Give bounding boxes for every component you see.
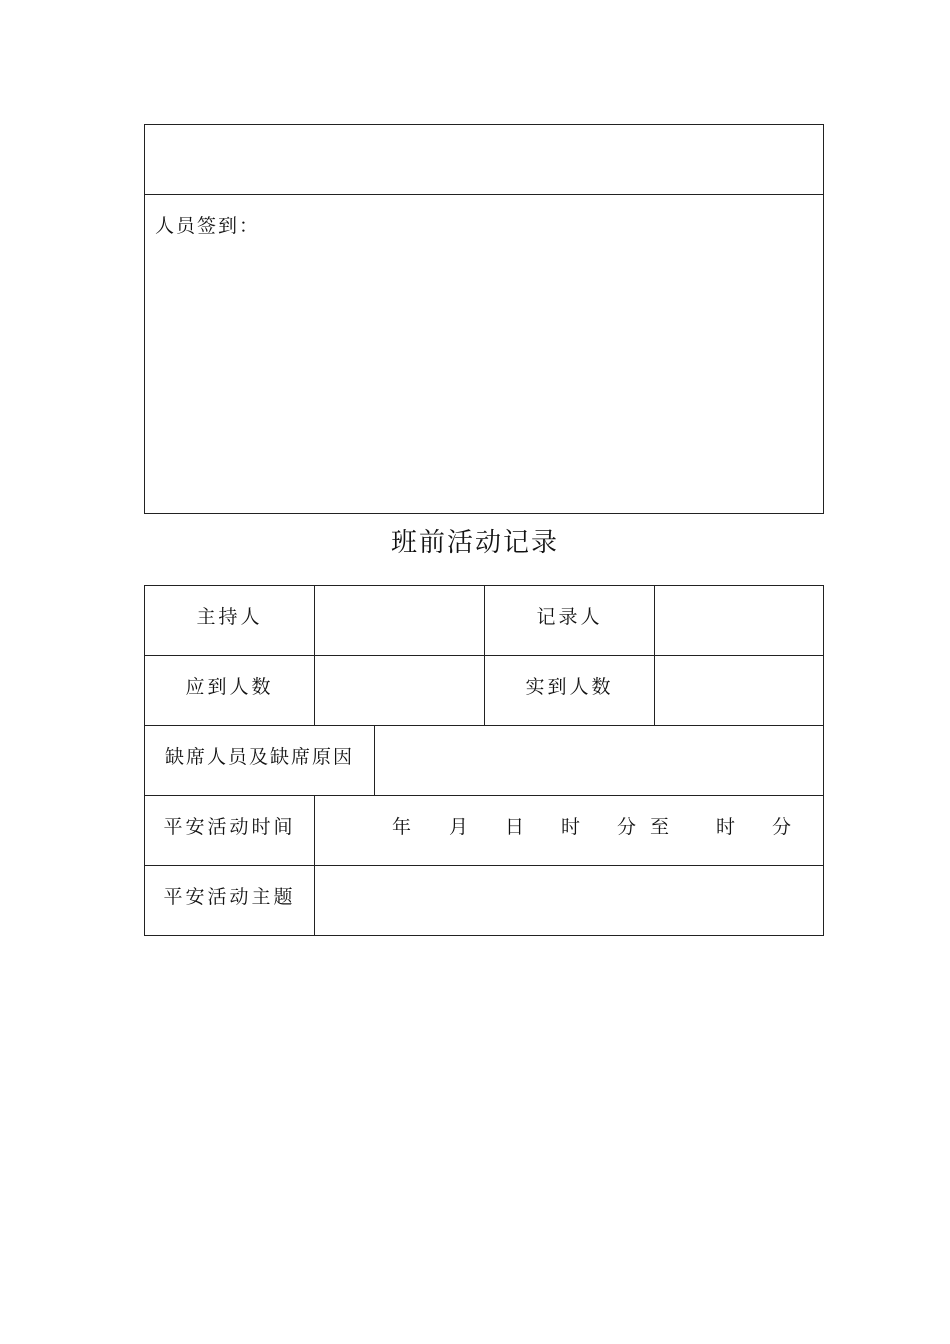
sign-in-blank-row [145, 125, 823, 195]
expected-count-label-cell [145, 656, 315, 725]
form-title: 班前活动记录 [390, 528, 559, 558]
table-row-absent [145, 726, 823, 796]
time-unit-month: 月 [449, 816, 469, 838]
expected-count-label: 应到人数 [185, 676, 274, 698]
recorder-label: 记录人 [536, 606, 603, 628]
activity-time-label-cell [145, 796, 315, 865]
host-label: 主持人 [196, 606, 263, 628]
activity-time-label: 平安活动时间 [163, 816, 296, 838]
sign-in-box [144, 124, 824, 514]
table-row-count [145, 656, 823, 726]
absent-value-cell[interactable] [375, 726, 823, 795]
expected-count-value-cell[interactable] [315, 656, 485, 725]
time-unit-day: 日 [505, 816, 525, 838]
absent-label-cell [145, 726, 375, 795]
host-label-cell [145, 586, 315, 655]
actual-count-label-cell [485, 656, 655, 725]
recorder-value-cell[interactable] [655, 586, 823, 655]
table-row-topic [145, 866, 823, 935]
activity-topic-label: 平安活动主题 [163, 886, 296, 908]
recorder-label-cell [485, 586, 655, 655]
time-unit-hour-end: 时 [716, 816, 736, 838]
activity-time-value-cell[interactable] [315, 796, 823, 865]
table-row-host [145, 586, 823, 656]
time-unit-hour-start: 时 [561, 816, 581, 838]
host-value-cell[interactable] [315, 586, 485, 655]
actual-count-label: 实到人数 [525, 676, 614, 698]
activity-topic-value-cell[interactable] [315, 866, 823, 935]
time-unit-to: 至 [650, 816, 670, 838]
sign-in-label: 人员签到： [155, 215, 261, 237]
time-unit-minute-start: 分 [617, 816, 637, 838]
record-table [144, 585, 824, 936]
actual-count-value-cell[interactable] [655, 656, 823, 725]
time-unit-year: 年 [392, 816, 412, 838]
activity-topic-label-cell [145, 866, 315, 935]
table-row-time [145, 796, 823, 866]
absent-label: 缺席人员及缺席原因 [164, 746, 354, 768]
time-unit-minute-end: 分 [772, 816, 792, 838]
